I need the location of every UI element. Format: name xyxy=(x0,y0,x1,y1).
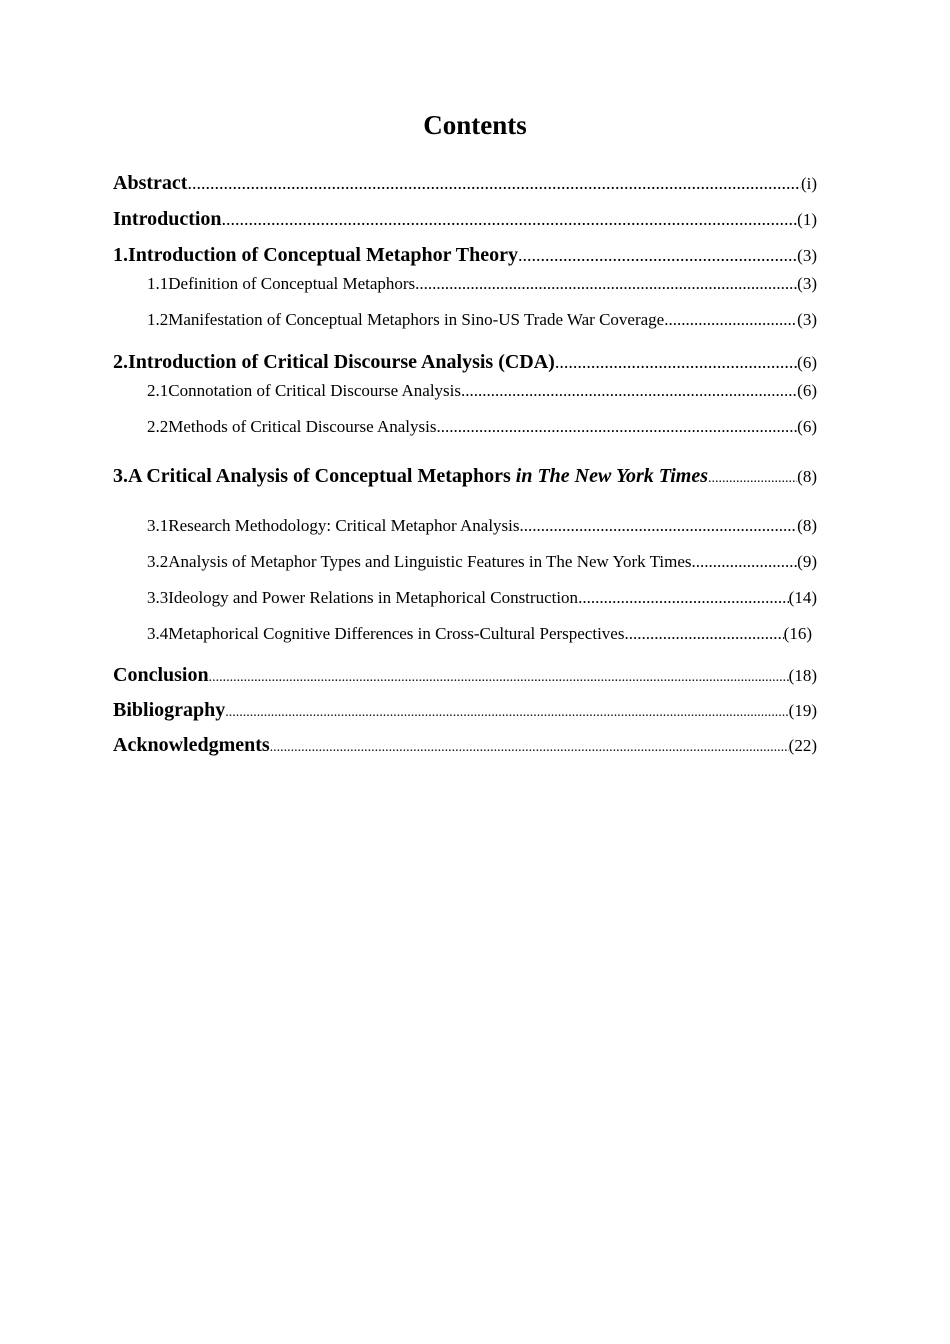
toc-entry-label: 1.1Definition of Conceptual Metaphors xyxy=(147,274,416,293)
toc-entry-section-2-1[interactable] xyxy=(147,380,817,402)
toc-entry-label: 3.3Ideology and Power Relations in Metaphorical Construction xyxy=(147,588,579,607)
toc-entry-label: 1.Introduction of Conceptual Metaphor Theory xyxy=(113,244,519,266)
toc-entry-label: Abstract xyxy=(113,172,188,194)
toc-entry-label-main: 3.A Critical Analysis of Conceptual Metaphors xyxy=(113,465,516,487)
toc-entry-chapter-2[interactable] xyxy=(113,349,817,376)
toc-entry-label xyxy=(113,463,708,489)
toc-page-number: (19) xyxy=(788,701,817,720)
toc-entry-acknowledgments[interactable] xyxy=(113,732,817,761)
toc-leader-dots xyxy=(415,273,797,295)
toc-leader-dots xyxy=(222,206,798,232)
toc-entry-section-3-2[interactable] xyxy=(147,551,817,573)
toc-entry-chapter-3[interactable] xyxy=(113,463,817,492)
toc-entry-section-3-4[interactable] xyxy=(147,623,812,645)
toc-leader-dots xyxy=(270,735,789,761)
toc-leader-dots xyxy=(436,416,797,438)
toc-page-number: (22) xyxy=(788,736,817,755)
toc-entry-chapter-1[interactable] xyxy=(113,242,817,269)
toc-entry-abstract[interactable] xyxy=(113,170,817,197)
toc-leader-dots xyxy=(461,380,797,402)
toc-leader-dots xyxy=(520,515,798,537)
toc-leader-dots xyxy=(578,587,789,609)
toc-entry-label: 3.2Analysis of Metaphor Types and Linguistic Features in The New York Times xyxy=(147,552,692,571)
toc-entry-section-1-2[interactable] xyxy=(147,309,817,331)
toc-entry-section-2-2[interactable] xyxy=(147,416,817,438)
toc-entry-introduction[interactable] xyxy=(113,206,817,233)
toc-entry-label-italic: in The New York Times xyxy=(515,465,709,487)
toc-entry-label: Acknowledgments xyxy=(113,734,270,756)
toc-entry-label: 2.2Methods of Critical Discourse Analysis xyxy=(147,417,437,436)
toc-entry-bibliography[interactable] xyxy=(113,697,817,726)
toc-page-number: (18) xyxy=(788,666,817,685)
toc-page-number: (3) xyxy=(797,274,817,293)
toc-page-number: (6) xyxy=(797,353,817,372)
toc-page-number: (1) xyxy=(797,210,817,229)
toc-leader-dots xyxy=(518,242,797,268)
toc-entry-label: 3.4Metaphorical Cognitive Differences in Cross-Cultural Perspectives xyxy=(147,624,625,643)
toc-leader-dots xyxy=(209,665,789,691)
toc-page-number: (i) xyxy=(800,174,817,193)
toc-leader-dots xyxy=(692,551,798,573)
toc-page-number: (6) xyxy=(797,381,817,400)
toc-page-number: (3) xyxy=(797,310,817,329)
toc-entry-section-3-3[interactable] xyxy=(147,587,817,609)
toc-page-number: (3) xyxy=(797,246,817,265)
toc-page-number: (16) xyxy=(783,624,812,643)
toc-leader-dots xyxy=(624,623,783,645)
toc-page-number: (6) xyxy=(797,417,817,436)
toc-page-number: (9) xyxy=(797,552,817,571)
toc-entry-label: 2.1Connotation of Critical Discourse Analysis xyxy=(147,381,461,400)
toc-leader-dots xyxy=(555,349,797,375)
toc-entry-section-1-1[interactable] xyxy=(147,273,817,295)
toc-entry-section-3-1[interactable] xyxy=(147,515,817,537)
toc-leader-dots xyxy=(664,309,797,331)
toc-entry-label: 3.1Research Methodology: Critical Metaphor Analysis xyxy=(147,516,520,535)
toc-entry-label: Conclusion xyxy=(113,664,209,686)
toc-entry-label: 1.2Manifestation of Conceptual Metaphors in Sino-US Trade War Coverage xyxy=(147,310,665,329)
page-title: Contents xyxy=(423,110,527,140)
toc-entry-label: Bibliography xyxy=(113,699,226,721)
toc-entry-label: Introduction xyxy=(113,208,222,230)
toc-leader-dots xyxy=(708,466,797,492)
toc-entry-conclusion[interactable] xyxy=(113,662,817,691)
toc-leader-dots xyxy=(225,700,788,726)
toc-leader-dots xyxy=(187,170,801,196)
toc-page-number: (14) xyxy=(788,588,817,607)
toc-page-number: (8) xyxy=(797,467,817,486)
toc-page-number: (8) xyxy=(797,516,817,535)
toc-entry-label: 2.Introduction of Critical Discourse Analysis (CDA) xyxy=(113,351,555,373)
